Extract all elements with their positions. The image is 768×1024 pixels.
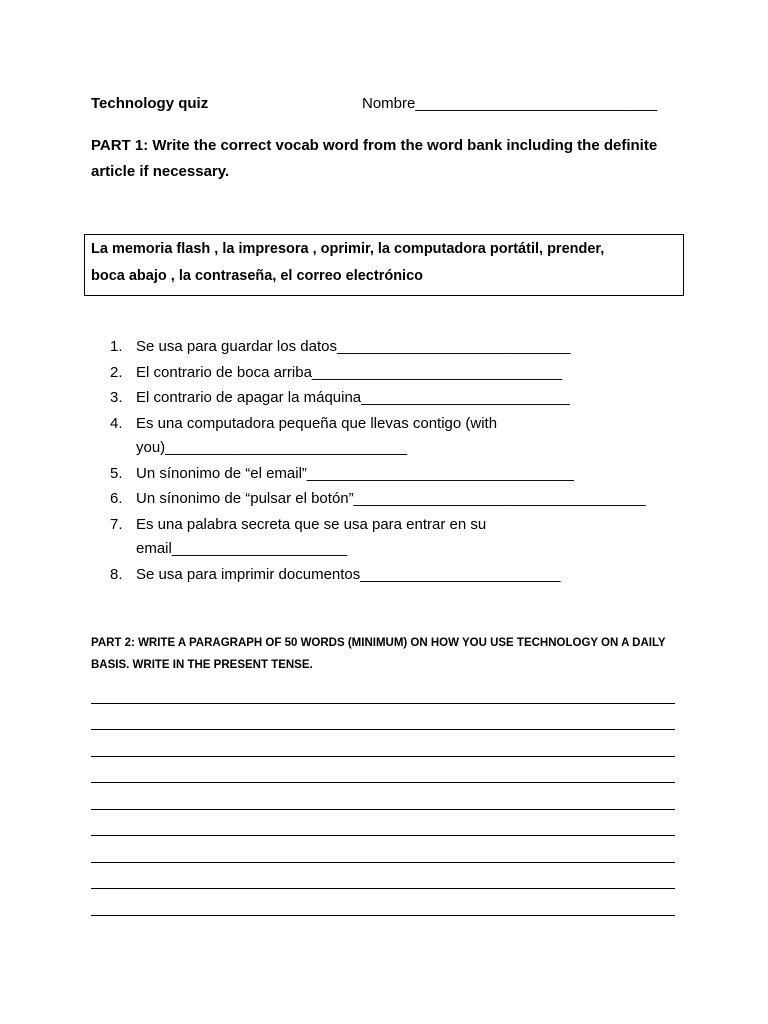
question-text[interactable]: El contrario de boca arriba______________________________	[136, 363, 563, 381]
writing-line[interactable]	[91, 730, 675, 757]
question-number: 1.	[110, 338, 123, 355]
question-number: 3.	[110, 389, 123, 406]
part1-instructions: PART 1: Write the correct vocab word from the word bank including the definite article if necessary.	[91, 137, 658, 180]
question-number: 8.	[110, 565, 123, 583]
question-text[interactable]: Es una palabra secreta que se usa para entrar en su email_____________________	[136, 515, 491, 557]
question-number: 2.	[110, 363, 123, 381]
word-bank-line-2: boca abajo , la contraseña, el correo electrónico	[91, 268, 424, 284]
question-text[interactable]: Se usa para imprimir documentos________________________	[136, 565, 561, 583]
writing-line[interactable]	[91, 863, 675, 890]
name-blank[interactable]: _____________________________	[415, 95, 658, 112]
name-field[interactable]	[362, 95, 657, 112]
word-bank	[84, 234, 684, 296]
writing-line[interactable]	[91, 783, 675, 810]
paragraph-writing-area[interactable]	[91, 696, 675, 935]
question-number: 4.	[110, 414, 123, 432]
question-text[interactable]: Un sínonimo de “pulsar el botón”___________________________________	[136, 490, 646, 507]
question-number: 7.	[110, 515, 123, 533]
question-text[interactable]: Un sínonimo de “el email”________________________________	[136, 464, 574, 482]
question-list	[110, 335, 696, 588]
question-item[interactable]	[110, 361, 696, 386]
writing-line[interactable]	[91, 889, 675, 916]
writing-line[interactable]	[91, 677, 675, 704]
name-label: Nombre	[362, 95, 416, 112]
writing-line[interactable]	[91, 704, 675, 731]
question-item[interactable]	[110, 513, 696, 562]
question-number: 5.	[110, 464, 123, 482]
part2-instructions: PART 2: WRITE A PARAGRAPH OF 50 WORDS (MINIMUM) ON HOW YOU USE TECHNOLOGY ON A DAILY BASIS. WRITE IN THE PRESENT TENSE.	[91, 637, 666, 671]
writing-line[interactable]	[91, 810, 675, 837]
question-text[interactable]: Se usa para guardar los datos____________________________	[136, 338, 571, 355]
question-item[interactable]	[110, 462, 696, 487]
question-item[interactable]	[110, 487, 696, 512]
question-item[interactable]	[110, 386, 696, 411]
question-item[interactable]	[110, 412, 696, 461]
question-text[interactable]: El contrario de apagar la máquina_________________________	[136, 389, 570, 406]
word-bank-line-1: La memoria flash , la impresora , oprimir, la computadora portátil, prender,	[91, 241, 605, 257]
question-item[interactable]	[110, 563, 696, 588]
question-text[interactable]: Es una computadora pequeña que llevas contigo (with you)_____________________________	[136, 414, 502, 456]
quiz-title: Technology quiz	[91, 95, 209, 112]
writing-line[interactable]	[91, 836, 675, 863]
question-item[interactable]	[110, 335, 696, 360]
writing-line[interactable]	[91, 757, 675, 784]
question-number: 6.	[110, 490, 123, 507]
